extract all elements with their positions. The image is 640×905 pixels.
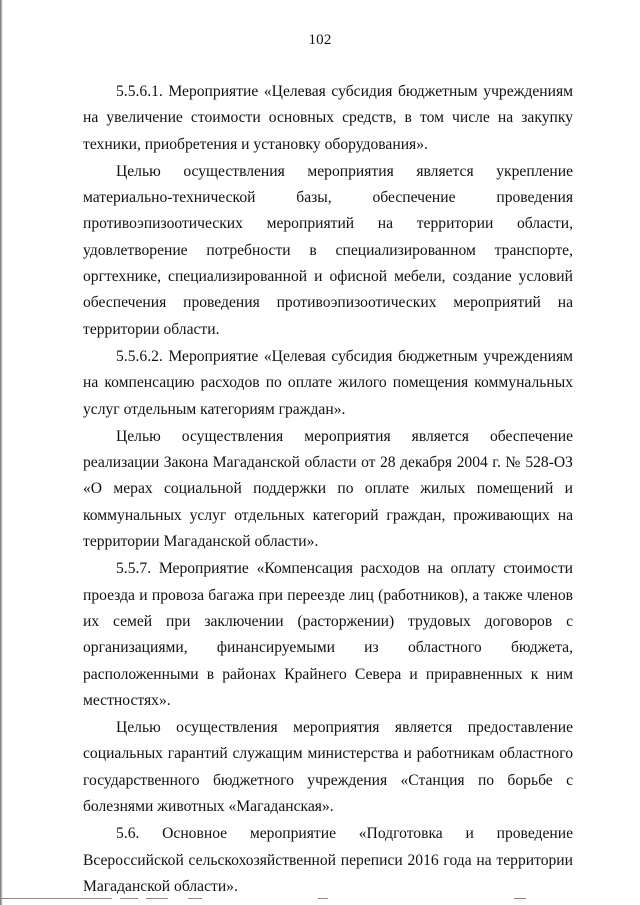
footer-line <box>146 898 168 899</box>
footer-line <box>514 898 526 899</box>
paragraph-goal-social-guarantees: Целью осуществления мероприятия является предоставление социальных гарантий служащим министерства и работникам областного государственного бюджетного учреждения «Станция по борьбе с болезнями животных «Магаданская». <box>83 719 573 816</box>
scan-footer-lines <box>0 891 640 905</box>
footer-line <box>0 898 112 899</box>
paragraph-5-5-6-1: 5.5.6.1. Мероприятие «Целевая субсидия бюджетным учреждениям на увеличение стоимости основных средств, в том числе на закупку техники, приобретения и установку оборудования». <box>83 83 573 153</box>
scan-left-edge <box>0 0 3 905</box>
paragraph-goal-law-528: Целью осуществления мероприятия является обеспечение реализации Закона Магаданской области от 28 декабря 2004 г. № 528-ОЗ «О мерах социальной поддержки по оплате жилых помещений и коммунальных услуг отдельных категорий граждан, проживающих на территории Магаданской области». <box>83 427 573 551</box>
paragraph-5-6: 5.6. Основное мероприятие «Подготовка и проведение Всероссийской сельскохозяйственной переписи 2016 года на территории Магаданской области». <box>83 825 573 895</box>
footer-line <box>318 898 328 899</box>
paragraph-5-5-7: 5.5.7. Мероприятие «Компенсация расходов на оплату стоимости проезда и провоза багажа при переезде лиц (работников), а также членов их семей при заключении (расторжении) трудовых договоров с организациями, финансируемыми из областного бюджета, расположенными в районах Крайнего Севера и приравненных к ним местностях». <box>83 560 573 709</box>
page-number: 102 <box>308 32 332 48</box>
document-body <box>83 79 573 900</box>
paragraph-goal-material-base: Целью осуществления мероприятия является укрепление материально-технической базы, обеспечение проведения противоэпизоотических мероприятий на территории области, удовлетворение потребности в специализированном транспорте, оргтехнике, специализированной и офисной мебели, создание условий обеспечения проведения противоэпизоотических мероприятий на территории области. <box>83 162 573 338</box>
footer-line <box>188 898 202 899</box>
paragraph-5-5-6-2: 5.5.6.2. Мероприятие «Целевая субсидия бюджетным учреждениям на компенсацию расходов по оплате жилого помещения коммунальных услуг отдельным категориям граждан». <box>83 347 573 418</box>
footer-line <box>120 898 138 899</box>
